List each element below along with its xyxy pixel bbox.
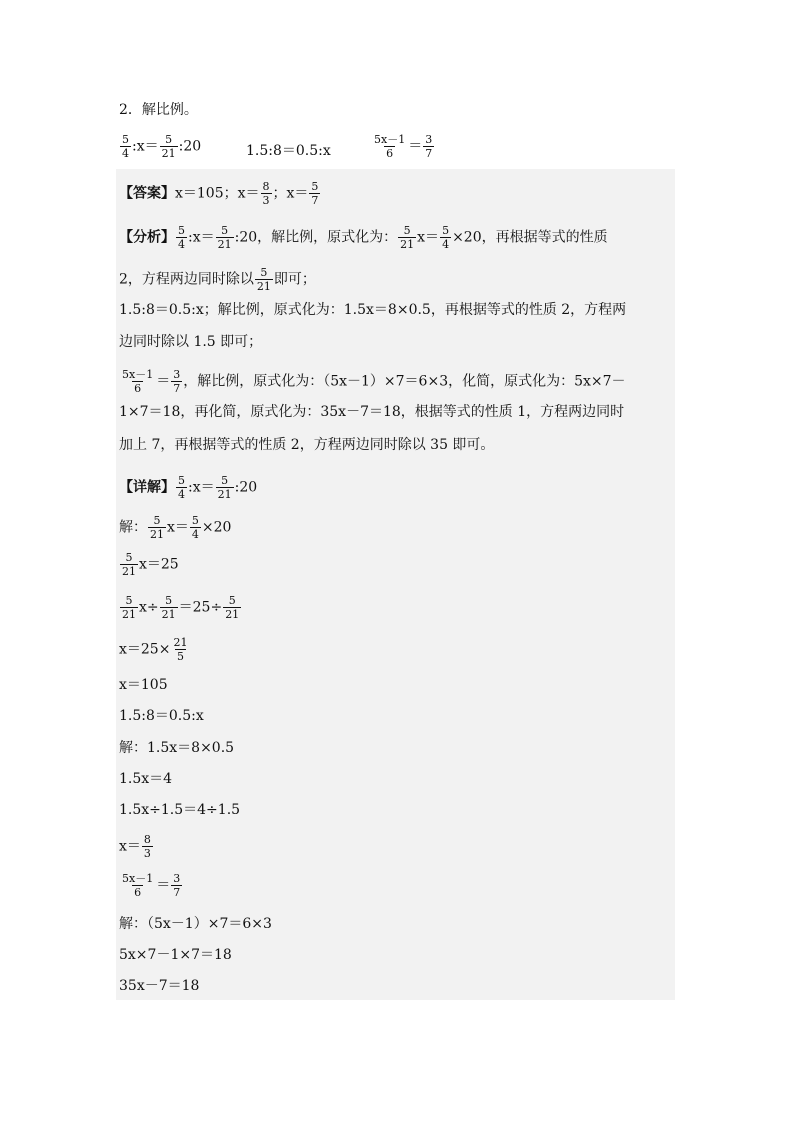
question-problems: $\frac{5}{4}$ :x＝ $\frac{5}{21}$ :20 <box>122 133 202 160</box>
detail-line-7: 1.5:8＝0.5:x <box>119 708 204 724</box>
analysis-line-2: 2，方程两边同时除以 $\frac{5}{21}$ 即可； <box>119 266 316 293</box>
detail-line-14: 5x×7－1×7＝18 <box>119 947 232 963</box>
analysis-line-6: 1×7＝18，再化简，原式化为：35x－7＝18，根据等式的性质 1，方程两边同时 <box>119 404 625 420</box>
fraction: $\frac{5}{7}$ <box>311 180 319 207</box>
detail-line-1: 【详解】 $\frac{5}{4}$ :x＝ $\frac{5}{21}$ :20 <box>119 474 258 501</box>
analysis-line-5: $\frac{5x-1}{6}$ ＝ $\frac{3}{7}$ ，解比例，原式化为：（5x－1）×7＝6×3，化简，原式化为：5x×7－ <box>122 368 626 395</box>
fraction: $\frac{8}{3}$ <box>262 180 270 207</box>
fraction: $\frac{5}{21}$ <box>122 551 136 578</box>
detail-line-5: x＝25× $\frac{21}{5}$ <box>119 636 188 663</box>
fraction: $\frac{5}{21}$ <box>217 474 232 501</box>
fraction: $\frac{3}{7}$ <box>173 368 181 395</box>
fraction: $\frac{5}{4}$ <box>191 514 199 541</box>
fraction: $\frac{5}{21}$ <box>161 133 176 160</box>
detail-line-3: $\frac{5}{21}$ x＝25 <box>122 551 179 578</box>
fraction: $\frac{5}{21}$ <box>225 594 240 621</box>
fraction: $\frac{5}{4}$ <box>178 224 185 251</box>
fraction: $\frac{5x-1}{6}$ <box>122 872 154 899</box>
fraction: $\frac{5}{21}$ <box>122 594 136 621</box>
detail-line-8: 解：1.5x＝8×0.5 <box>119 740 235 756</box>
detail-line-15: 35x－7＝18 <box>119 978 200 994</box>
analysis-line-3: 1.5:8＝0.5:x；解比例，原式化为：1.5x＝8×0.5，再根据等式的性质 2，方程两 <box>119 302 627 318</box>
solution-panel <box>116 169 675 1000</box>
fraction: $\frac{5}{4}$ <box>178 474 185 501</box>
detail-line-6: x＝105 <box>119 677 168 693</box>
question-heading: 2．解比例。 <box>119 102 198 118</box>
question-problem-3: $\frac{5x-1}{6}$ ＝ $\frac{3}{7}$ <box>374 133 433 160</box>
detail-line-11: x＝ $\frac{8}{3}$ <box>119 833 151 860</box>
detail-line-4: $\frac{5}{21}$ x÷ $\frac{5}{21}$ ＝25÷ $\frac{5}{21}$ <box>122 594 240 621</box>
detail-line-2: 解： $\frac{5}{21}$ x＝ $\frac{5}{4}$ ×20 <box>119 514 232 541</box>
fraction: $\frac{5}{4}$ <box>122 133 129 160</box>
detail-line-9: 1.5x＝4 <box>119 771 173 787</box>
fraction: $\frac{3}{7}$ <box>425 133 433 160</box>
fraction: $\frac{5}{21}$ <box>400 224 415 251</box>
detail-line-10: 1.5x÷1.5＝4÷1.5 <box>119 802 241 818</box>
detail-line-13: 解：（5x－1）×7＝6×3 <box>119 916 272 932</box>
fraction: $\frac{5x-1}{6}$ <box>374 133 406 160</box>
fraction: $\frac{5}{21}$ <box>217 224 232 251</box>
fraction: $\frac{5}{4}$ <box>442 224 450 251</box>
fraction: $\frac{21}{5}$ <box>173 636 188 663</box>
fraction: $\frac{5x-1}{6}$ <box>122 368 154 395</box>
fraction: $\frac{5}{21}$ <box>150 514 164 541</box>
analysis-line-4: 边同时除以 1.5 即可； <box>119 334 263 350</box>
answer-line: 【答案】x＝105；x＝ $\frac{8}{3}$ ；x＝ $\frac{5}{7}$ <box>119 180 319 207</box>
fraction: $\frac{5}{21}$ <box>161 594 176 621</box>
fraction: $\frac{3}{7}$ <box>173 872 181 899</box>
question-problem-2: 1.5:8＝0.5:x <box>246 143 331 159</box>
fraction: $\frac{5}{21}$ <box>256 266 271 293</box>
analysis-line-7: 加上 7，再根据等式的性质 2，方程两边同时除以 35 即可。 <box>119 437 495 453</box>
fraction: $\frac{8}{3}$ <box>143 833 151 860</box>
detail-line-12: $\frac{5x-1}{6}$ ＝ $\frac{3}{7}$ <box>122 872 181 899</box>
analysis-line-1: 【分析】 $\frac{5}{4}$ :x＝ $\frac{5}{21}$ :20，解比例，原式化为： $\frac{5}{21}$ x＝ $\frac{5}{4}$ ×20，再根据等式的性质 <box>119 224 608 251</box>
